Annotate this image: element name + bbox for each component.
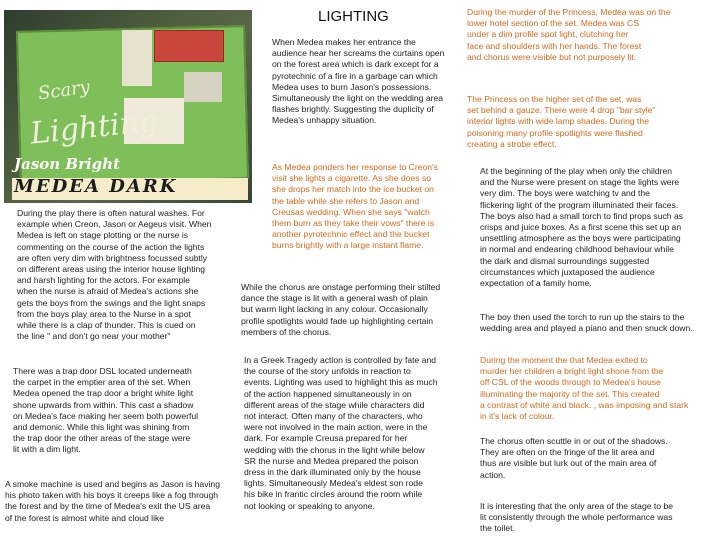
text-block-beginning: At the beginning of the play when only the children and the Nurse were present on stage the lights were very dim. The boys were watching tv and the flickering light of the program illuminated their faces. The boys also had a small torch to find props such as crisps and juice boxes. As a first scene this set up an unsettling atmosphere as the boys were participating in normal and endearing childhood behaviour while the dark and dismal surroundings suggested circumstances which juxtaposed the audience expectation of a family home. <box>480 166 684 289</box>
text-block-cigarette: As Medea ponders her response to Creon's visit she lights a cigarette. As she does so she drops her match into the ice bucket on the table while she refers to Jason and Creusas wedding. When she says "watch them burn as they take their vows" there is another pyrotechnic effect and the bucket burns brightly with a large instant flame. <box>272 162 438 251</box>
text-block-trap-door: There was a trap door DSL located underneath the carpet in the emptier area of the set. When Medea opened the trap door a bright white light shone upwards from within. This cast a shadow on Medea's face making her seem both powerful and demonic. While this light was shining from the trap door the other areas of the stage were lit with a dim light. <box>13 366 199 455</box>
text-block-medea-exit: During the moment the that Medea exited to murder her children a bright light shone from the off CSL of the woods through to Medea's house illuminating the majority of the set. This created a contrast of white and black. , was imposing and stark in it's lack of colour. <box>480 355 689 422</box>
red-poster <box>154 30 224 62</box>
poster-label-jason: Jason Bright <box>14 155 120 173</box>
text-block-toilet: It is interesting that the only area of the stage to be lit consistently through the whole performance was the toilet. <box>480 501 674 534</box>
poster-label-scary: Scary <box>36 76 92 105</box>
text-block-torch: The boy then used the torch to run up the stairs to the wedding area and played a piano and then snuck down. <box>480 312 693 334</box>
text-block-princess-gauze: The Princess on the higher set of the set, was set behind a gauze. There were 4 drop "bar style" interior lights with wide lamp shades. During the poisoning many profile spotlights were flashed creating a strobe effect. <box>467 94 656 149</box>
poster-label-medea: MEDEA DARK <box>14 176 178 197</box>
poster-photo <box>4 10 252 203</box>
text-block-chorus-shadows: The chorus often scuttle in or out of the shadows. They are often on the fringe of the lit area and thus are visible but lurk out of the main area of action. <box>480 436 668 480</box>
pinned-paper <box>122 30 152 86</box>
text-block-natural-washes: During the play there is often natural washes. For example when Creon, Jason or Aegeus visit. When Medea is left on stage plotting or the nurse is commenting on the course of the action the lights are often very dim with brightness focussed subtly on different areas using the interior house lighting and harsh lighting for the actors. For example when the nurse is afraid of Medea's actions she gets the boys from the swings and the light snaps from the boys play area to the Nurse in a spot while there is a clap of thunder. This is cued on the line " and don't go near your mother" <box>17 208 212 342</box>
poster-label-lighting: Lighting <box>28 103 160 152</box>
pinned-paper <box>184 72 222 102</box>
text-block-chorus-dance: While the chorus are onstage performing their stilted dance the stage is lit with a general wash of plain but warm light lacking in any colour. Occasionally profile spotlights would fade up highlighting certain members of the chorus. <box>241 282 441 337</box>
text-block-smoke-machine: A smoke machine is used and begins as Jason is having his photo taken with his boys it creeps like a fog through the forest and by the time of Medea's exit the US area of the forest is almost white and cloud like <box>5 479 220 523</box>
text-block-princess-murder: During the murder of the Princess, Medea was on the lower hotel section of the set. Medea was CS under a dim profile spot light, clutching her face and shoulders with her hands. The forest and chorus were visible but not purposely lit. <box>467 7 671 62</box>
page-title: LIGHTING <box>318 8 389 25</box>
text-block-entrance: When Medea makes her entrance the audience hear her screams the curtains open on the forest area which is dark except for a pyrotechnic of a fire in a garbage can which Medea uses to burn Jason's possessions. Simultaneously the light on the wedding area flashes brightly. Suggesting the duplicity of Medea's unhappy situation. <box>272 37 445 126</box>
text-block-greek-tragedy: In a Greek Tragedy action is controlled by fate and the course of the story unfolds in reaction to events. Lighting was used to highlight this as much of the action happened simultaneously in on different areas of the stage while characters did not interact. Often many of the characters, who were not involved in the main action, were in the dark. For example Creusa prepared for her wedding with the chorus in the light while below SR the nurse and Medea prepared the poison dress in the dark illuminated only by the house lights. Simultaneously Medea's eldest son rode his bike in frantic circles around the room while not looking or speaking to anyone. <box>244 355 438 511</box>
